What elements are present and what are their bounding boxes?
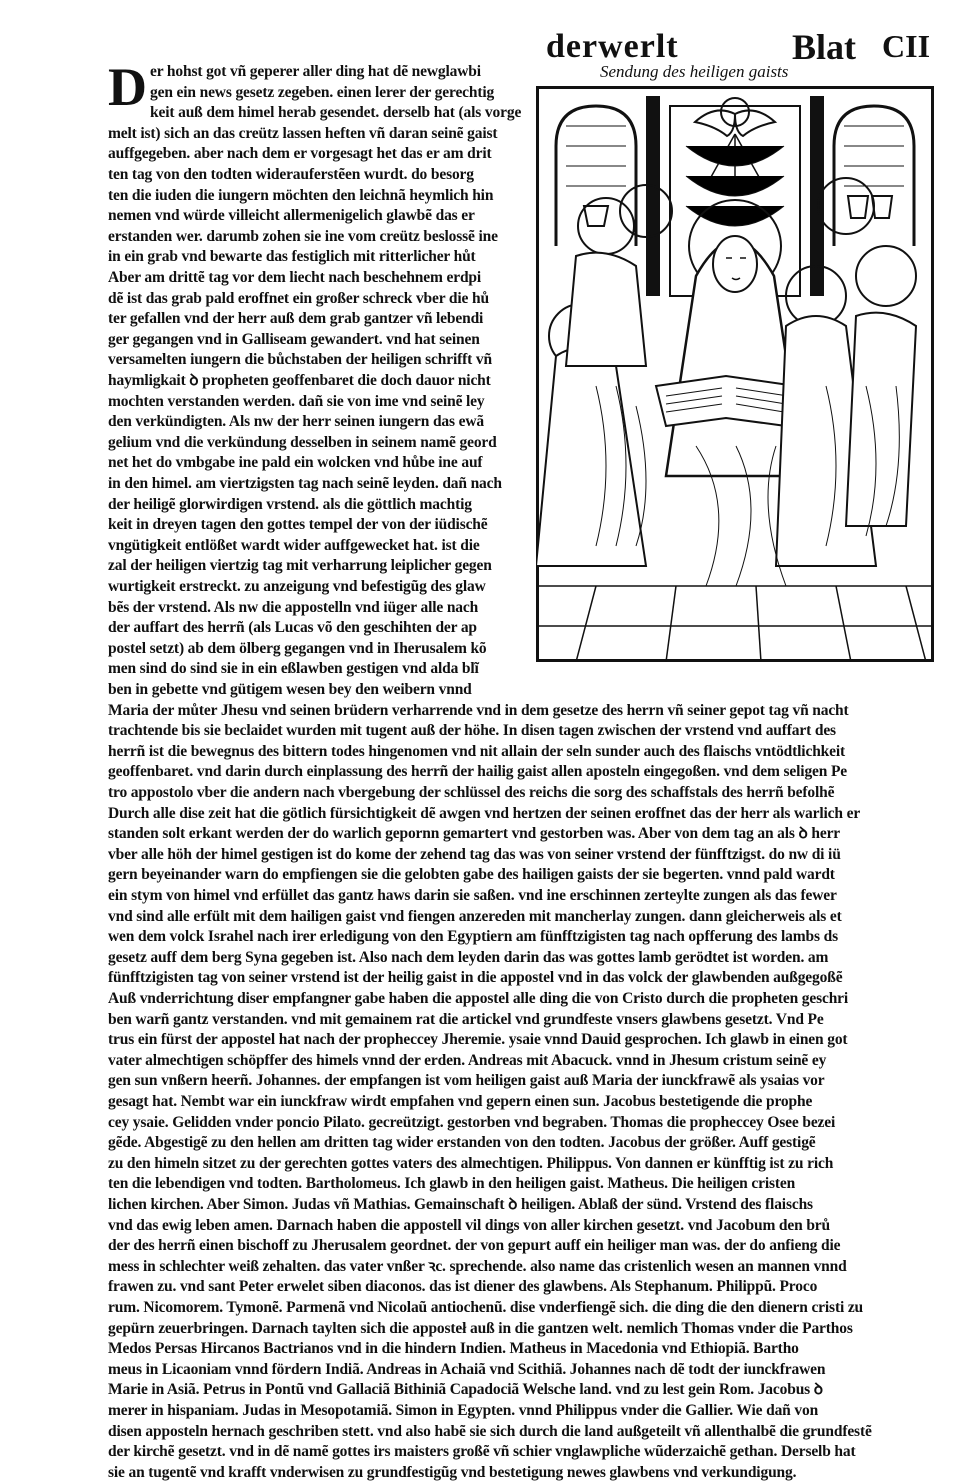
text-line: gẽde. Abgestigẽ zu den hellen am dritten tag wider erstanden von den todten. Jacobus der größer. Auff gestigẽ	[108, 1134, 816, 1152]
text-line: zu den himeln sitzet zu der gerechten gottes vaters des almechtigen. Philippus. Von dannen er künfftig ist zu rich	[108, 1154, 834, 1172]
text-line: melt ist) sich an das creütz lassen heften vñ daran seinẽ gaist	[108, 124, 498, 142]
folio-label: Blat	[792, 27, 857, 67]
text-line: gesagt hat. Nembt war ein iunckfraw wirdt empfahen vnd gepern einen sun. Jacobus bestetigende die prophe	[108, 1093, 813, 1110]
text-line: vnd das ewig leben amen. Darnach haben die appostell vil dings von aller kirchen gesetzt. vnd Jacobum den brů	[108, 1216, 830, 1234]
text-line: gelium vnd die verkündung desselben in seinem namẽ geord	[108, 433, 497, 451]
text-line: dẽ ist das grab pald eroffnet ein großer schreck vber die hů	[108, 289, 489, 307]
text-line: wen dem volck Israhel nach irer erledigung von den Egyptiern am fünfftzigisten tag nach opfferung des lambs ds	[108, 928, 838, 946]
text-line: vngütigkeit entlößet wardt wider auffgewecket hat. ist die	[108, 536, 480, 554]
text-line: gepürn zeuerbringen. Darnach taylten sich die apposteł auß in die gantzen welt. nemlich Thomas vnder die Parthos	[108, 1319, 853, 1337]
text-line: gesetz auff dem berg Syna gegeben ist. Also nach dem leyden darin das was gottes lamb gerödtet ist worden. am	[108, 948, 829, 966]
text-line: rum. Nicomorem. Tymonẽ. Parmenã vnd Nicolaũ antiochenũ. dise vnderfiengẽ sich. die ding die den dienern cristi zu	[108, 1299, 864, 1316]
initial-letter: D	[108, 57, 147, 117]
text-line: zal der heiligen viertzig tag mit verharrung leiplicher gegen	[108, 557, 492, 575]
text-line: Auß vnderrichtung diser empfangner gabe haben die appostel alle ding die von Cristo durch die propheten geschri	[108, 990, 849, 1007]
text-line: der kirchẽ gesetzt. vnd in dẽ namẽ gottes irs maisters großẽ vñ schier vnglawpliche wũderzaichẽ gethan. Derselb hat	[108, 1443, 856, 1461]
woodcut-caption: Sendung des heiligen gaists	[600, 62, 789, 81]
text-line: vber alle höh der himel gestigen ist do kome der zehend tag das was von seiner vrstend der fünfftzigst. do nw di iü	[108, 845, 841, 863]
text-line: ten die lebendigen vnd todten. Bartholomeus. Ich glawb in den heiligen gaist. Matheus. Die heiligen cristen	[108, 1175, 796, 1193]
text-line: haymligkait ꝺ propheten geoffenbaret die doch dauor nicht	[108, 372, 491, 389]
text-line: er hohst got vñ geperer aller ding hat dẽ newglawbi	[150, 63, 481, 80]
text-line: keit in dreyen tagen den gottes tempel der von der iüdischẽ	[108, 516, 488, 534]
text-line: vnd sind alle erfült mit dem hailigen gaist vnd fiengen anzereden mit mancherlay zungen. dann gleicherweis als et	[108, 907, 842, 925]
text-line: tro appostolo vber die andern nach vbergebung der schlüssel des reichs die sorg des schaffstals des herrñ befolhẽ	[108, 784, 835, 801]
text-line: ten tag von den todten widerauferstẽen wurdt. do besorg	[108, 166, 474, 183]
text-line: standen solt erkant werden der do warlich gepornn gemartert vnd gestorben was. Aber von dem tag an als ꝺ herr	[108, 825, 841, 843]
text-line: Medos Persas Hircanos Bactrianos vnd in die hindern Indien. Matheus in Macedonia vnd Ethiopiã. Bartho	[108, 1340, 799, 1358]
text-line: Aber am drittẽ tag vor dem liecht nach beschehnem erdpi	[108, 269, 482, 286]
text-line: der des herrñ einen bischoff zu Jherusalem geordnet. der von gepurt auff ein heiliger man was. der do anfieng die	[108, 1237, 841, 1255]
text-line: trachtende bis sie beclaidet wurden mit tugent auß der höhe. In disen tagen zwischen der vrstend vnd auffart des	[108, 722, 836, 740]
text-line: mochten verstanden werden. dañ sie von ime vnd seinẽ ley	[108, 392, 485, 410]
text-line: den verkündigten. Als nw der herr seinen iungern das ewã	[108, 413, 484, 431]
text-line: ger gegangen vnd in Galliseam gewandert. vnd hat seinen	[108, 330, 480, 348]
text-line: der auffart des herrñ (als Lucas võ den geschihten der ap	[108, 619, 477, 637]
text-line: postel setzt) ab dem ölberg gegangen vnd in Iherusalem kõ	[108, 639, 487, 657]
text-line: ten die iuden die iungern möchten den leichnã heymlich hin	[108, 186, 494, 204]
text-line: ben warñ gantz verstanden. vnd mit gemainem rat die artickel vnd grundfeste vnsers glawbens gesetzt. Vnd Pe	[108, 1010, 824, 1028]
text-line: men sind do sind sie in ein eßlawben gestigen vnd alda blĩ	[108, 660, 479, 678]
text-line: gen sun vnßern heerñ. Johannes. der empfangen ist vom heiligen gaist auß Maria der iunckfrawẽ als ysaias vor	[108, 1072, 825, 1090]
text-line: geoffenbaret. vnd darin durch einplassung des herrñ der hailig gaist allen aposteln eingegoßen. vnd dem seligen Pe	[108, 763, 848, 781]
text-line: nemen vnd würde villeicht allermenigelich glawbẽ das er	[108, 207, 475, 225]
text-line: Marie in Asiã. Petrus in Pontũ vnd Gallaciã Bithiniã Capadociã Welsche land. vnd zu lest gein Rom. Jacobus ꝺ	[108, 1381, 823, 1399]
text-line: fünfftzigisten tag von seiner vrstend ist der heilig gaist in die appostel vnd in das volck der glawbenden außgegoßẽ	[108, 969, 843, 987]
text-line: erstanden wer. darumb zohen sie ine vom creütz beslossẽ ine	[108, 227, 498, 245]
text-line: frawen zu. vnd sant Peter erwelet siben diaconos. das ist diener des glawbens. Als Stephanum. Philippũ. Proco	[108, 1278, 818, 1296]
text-line: in ein grab vnd bewarte das festiglich mit ritterlicher hůt	[108, 248, 476, 266]
text-line: merer in hispaniam. Judas in Mesopotamiã. Simon in Egypten. vnnd Philippus vnder die Gallier. Wie dañ von	[108, 1402, 819, 1419]
text-line: Durch alle dise zeit hat die götlich fürsichtigkeit dẽ awgen vnd hertzen der seinen eroffnet das der herr als warlich er	[108, 804, 861, 822]
text-line: net het do vmbgabe ine pald ein wolcken vnd hůbe ine auf	[108, 454, 483, 472]
text-line: wurtigkeit erstreckt. zu anzeigung vnd befestigũg des glaw	[108, 578, 486, 595]
text-line: meus in Licaoniam vnnd fördern Indiã. Andreas in Achaiã vnd Scithiã. Johannes nach dẽ todt der iunckfrawen	[108, 1360, 826, 1378]
text-line: gern beyeinander warn do empfiengen sie die gelobten gabe des hailigen gaists der sie begerten. vnnd pald wardt	[108, 866, 835, 884]
text-line: keit auß dem himel herab gesendet. derselb hat (als vorge	[150, 104, 522, 122]
text-line: in den himel. am viertzigsten tag nach seinẽ leyden. dañ nach	[108, 475, 502, 492]
running-head: derwerlt	[546, 28, 679, 65]
text-line: sie an tugentẽ vnd krafft vnderwisen zu grundfestigũg vnd bestetigung newes glawbens vnd verkundigung.	[108, 1463, 797, 1481]
pentecost-woodcut-icon	[536, 86, 934, 662]
folio-number: CII	[882, 28, 931, 64]
text-line: trus ein fürst der appostel hat nach der propheccey Jheremie. ysaie vnnd Dauid gesprochen. Ich glawb in einen got	[108, 1031, 848, 1049]
text-line: vater almechtigen schöpffer des himels vnnd der erden. Andreas mit Abacuck. vnnd in Jhesum cristum seinẽ ey	[108, 1051, 827, 1069]
text-line: Maria der můter Jhesu vnd seinen brüdern verharrende vnd in dem gesetze des herrn vñ seiner gepot tag vñ nacht	[108, 701, 849, 719]
text-line: bẽs der vrstend. Als nw die appostelln vnd iüger alle nach	[108, 598, 479, 616]
text-line: mess in schlechter weiß zehalten. das vater vnßer ꝛc. sprechende. also name das cristenlich wesen an mannen vnnd	[108, 1257, 847, 1275]
text-line: lichen kirchen. Aber Simon. Judas vñ Mathias. Gemainschaft ꝺ heiligen. Ablaß der sünd. Vrstend des flaischs	[108, 1196, 813, 1213]
text-line: cey ysaie. Gelidden vnder poncio Pilato. gecreützigt. gestorben vnd begraben. Thomas die propheccey Osee bezei	[108, 1113, 836, 1131]
text-line: der heiligẽ glorwirdigen vrstend. als die göttlich machtig	[108, 495, 472, 513]
text-line: ter gefallen vnd der herr auß dem grab gantzer vñ lebendi	[108, 310, 484, 328]
text-line: ben in gebette vnd gütigem wesen bey den weibern vnnd	[108, 681, 472, 698]
text-line: disen apposteln hernach geschriben stett. vnd also habẽ sie sich durch die land außgeteilt vñ allenthalbẽ die grundfestẽ	[108, 1422, 872, 1440]
text-line: versamelten iungern die bůchstaben der heiligen schrifft vñ	[108, 351, 492, 369]
text-line: ein stym von himel vnd erfüllet das gantz haws darin sie saßen. vnd ine erschinnen zerteylte zungen als das fewer	[108, 887, 837, 904]
text-line: herrñ ist die bewegnus des bittern todes hingenomen vnd nit allain der seln sunder auch des flaischs vntödtlichkeit	[108, 742, 846, 760]
text-line: auffgegeben. aber nach dem er vorgesagt het das er am drit	[108, 145, 492, 163]
text-line: gen ein news gesetz zegeben. einen lerer der gerechtig	[150, 83, 495, 101]
